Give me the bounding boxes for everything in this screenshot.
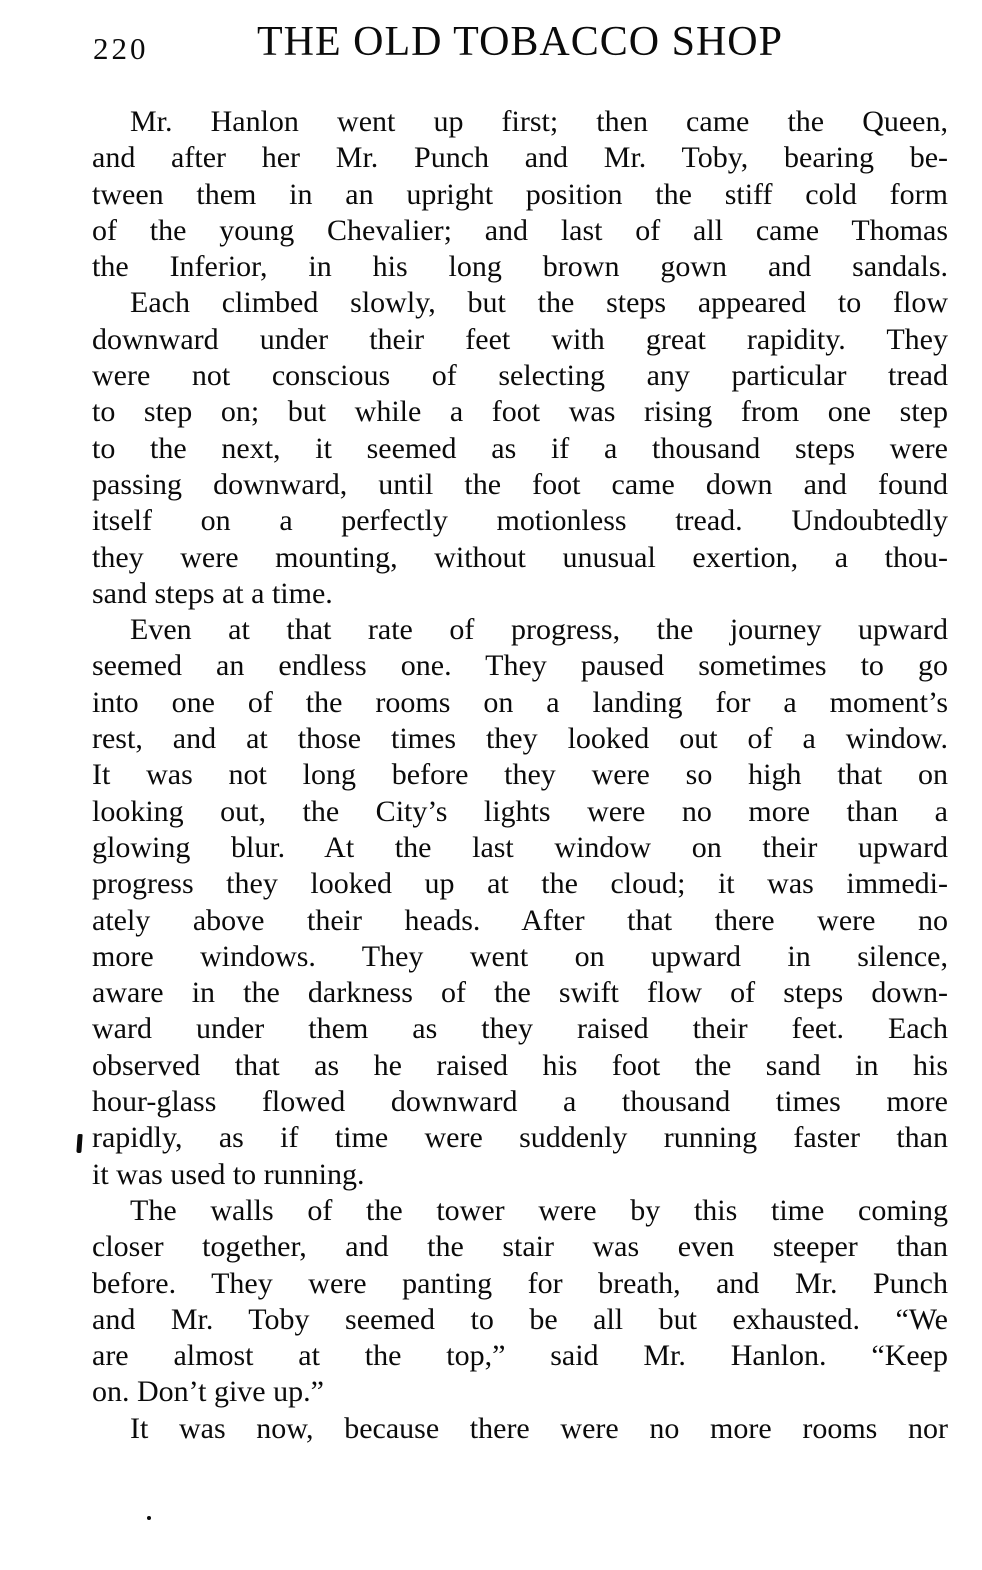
text-line: tween them in an upright position the stiff cold form (92, 177, 948, 211)
text-line: downward under their feet with great rapidity. They (92, 322, 948, 356)
page-number: 220 (93, 31, 149, 66)
text-line: The walls of the tower were by this time coming (130, 1193, 948, 1227)
text-line: were not conscious of selecting any particular tread (92, 359, 948, 393)
text-line: and Mr. Toby seemed to be all but exhausted. “We (92, 1302, 948, 1336)
text-line: aware in the darkness of the swift flow of steps down- (92, 976, 948, 1010)
text-line: the Inferior, in his long brown gown and sandals. (92, 250, 948, 284)
dust-speck-artifact (147, 1516, 151, 1520)
text-line: rapidly, as if time were suddenly running faster than (92, 1121, 948, 1155)
text-line: it was used to running. (92, 1157, 365, 1191)
text-line: of the young Chevalier; and last of all came Thomas (92, 213, 948, 247)
text-line: observed that as he raised his foot the sand in his (92, 1048, 948, 1082)
text-line: It was not long before they were so high that on (92, 758, 948, 792)
body-text (92, 104, 948, 1447)
text-line: hour-glass flowed downward a thousand times more (92, 1085, 948, 1119)
text-line: Even at that rate of progress, the journey upward (130, 613, 948, 647)
text-line: are almost at the top,” said Mr. Hanlon. “Keep (92, 1339, 948, 1373)
text-line: closer together, and the stair was even steeper than (92, 1230, 948, 1264)
text-line: Each climbed slowly, but the steps appeared to flow (130, 286, 948, 320)
text-line: itself on a perfectly motionless tread. Undoubtedly (92, 504, 948, 538)
text-line: sand steps at a time. (92, 576, 333, 610)
text-line: to step on; but while a foot was rising from one step (92, 395, 948, 429)
text-line: they were mounting, without unusual exertion, a thou- (92, 540, 948, 574)
text-line: progress they looked up at the cloud; it was immedi- (92, 867, 948, 901)
text-line: It was now, because there were no more rooms nor (130, 1411, 948, 1445)
text-line: on. Don’t give up.” (92, 1375, 324, 1409)
text-line: ately above their heads. After that there were no (92, 903, 948, 937)
text-line: seemed an endless one. They paused sometimes to go (92, 649, 948, 683)
text-line: looking out, the City’s lights were no more than a (92, 794, 948, 828)
text-line: more windows. They went on upward in silence, (92, 939, 948, 973)
text-line: Mr. Hanlon went up first; then came the Queen, (130, 105, 948, 138)
text-line: to the next, it seemed as if a thousand steps were (92, 431, 948, 465)
text-line: passing downward, until the foot came down and found (92, 467, 948, 501)
text-line: glowing blur. At the last window on their upward (92, 830, 948, 864)
running-header-title: THE OLD TOBACCO SHOP (256, 19, 783, 65)
ink-smudge-artifact (76, 1134, 82, 1153)
text-line: before. They were panting for breath, and Mr. Punch (92, 1266, 948, 1300)
text-line: and after her Mr. Punch and Mr. Toby, bearing be- (92, 141, 948, 175)
text-line: ward under them as they raised their feet. Each (92, 1012, 948, 1046)
text-line: into one of the rooms on a landing for a moment’s (92, 685, 948, 719)
text-line: rest, and at those times they looked out of a window. (92, 722, 948, 756)
